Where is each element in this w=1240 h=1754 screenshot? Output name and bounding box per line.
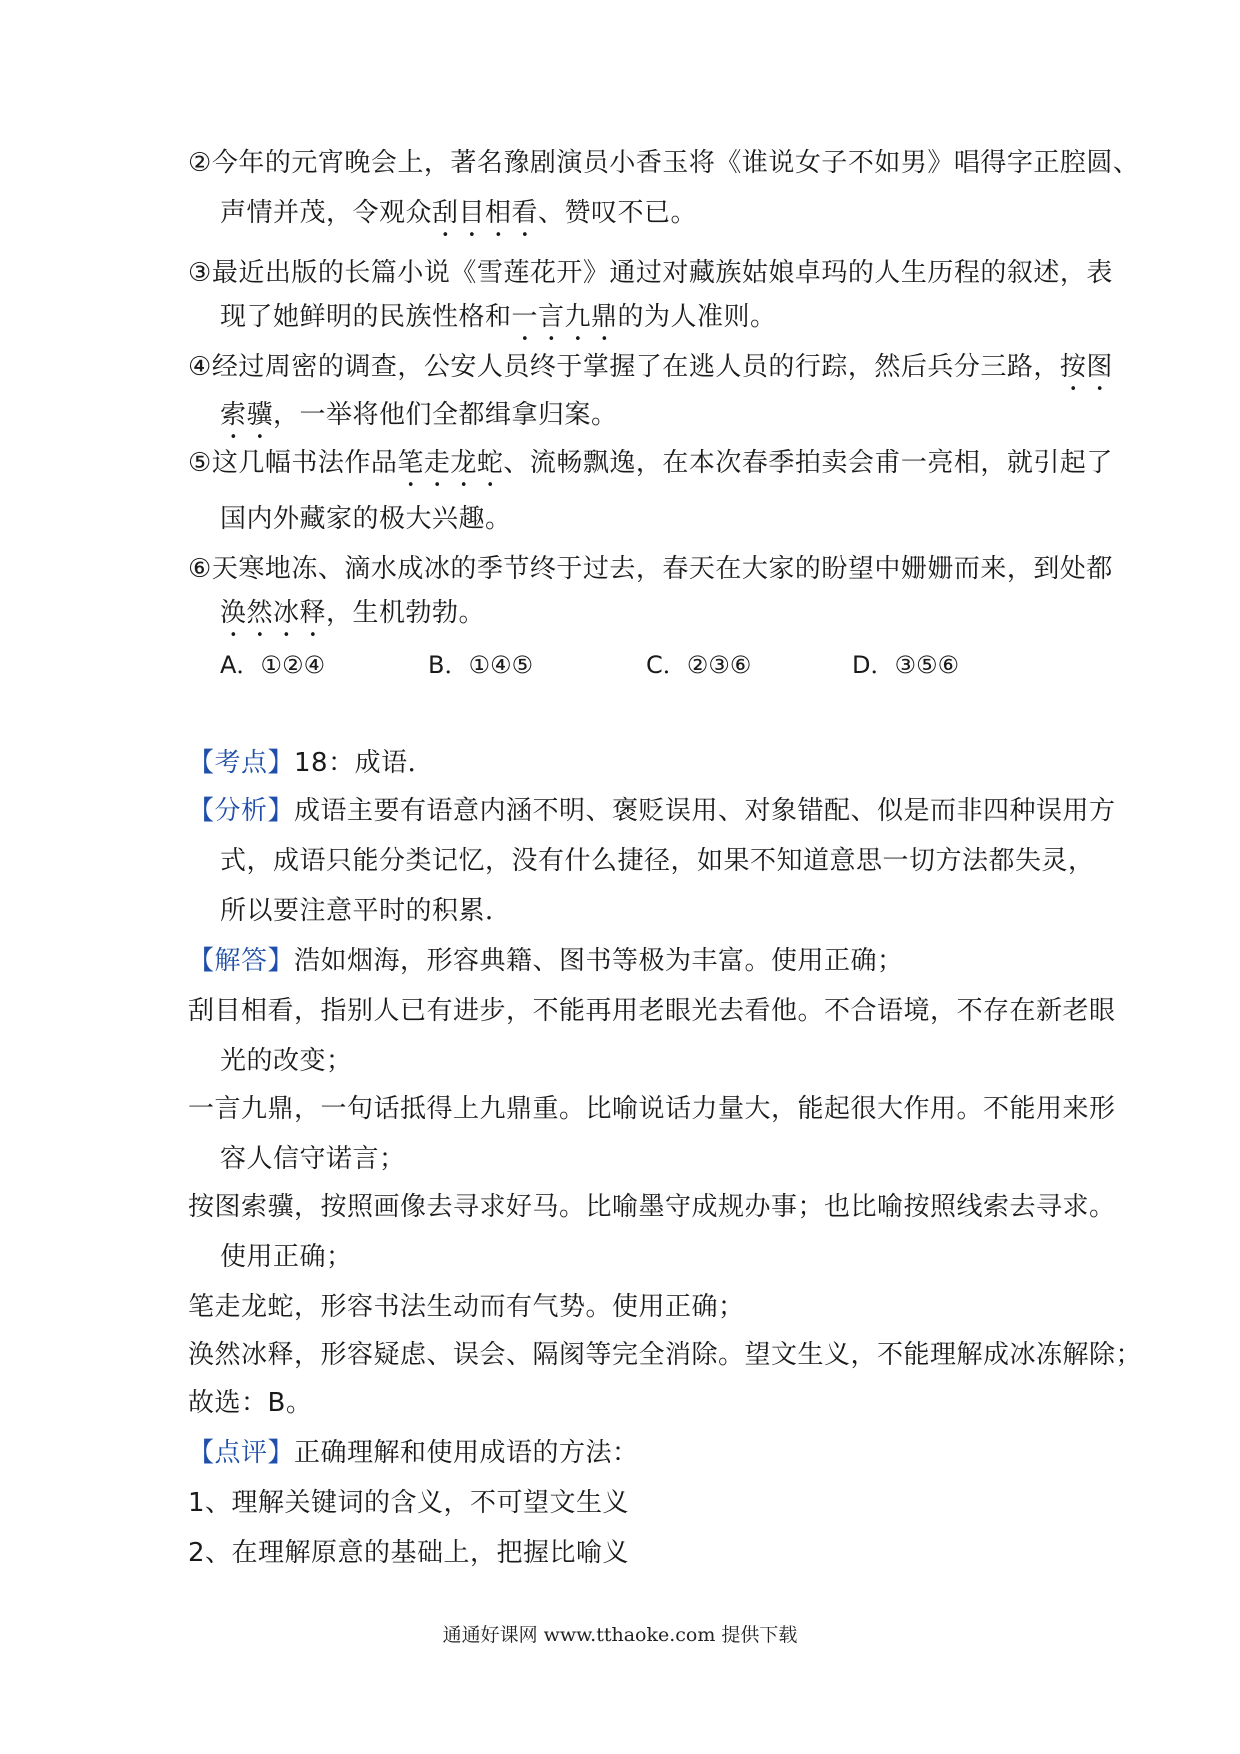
- item-2-text-2: 声情并茂，令观众: [220, 198, 433, 228]
- item-6-text: 天寒地冻、滴水成冰的季节终于过去，春天在大家的盼望中姗姗而来，到处都: [211, 554, 1113, 584]
- jieda-p4-line-2: [220, 1240, 353, 1274]
- item-2-text: 今年的元宵晚会上，著名豫剧演员小香玉将《谁说女子不如男》唱得字正腔圆、: [211, 148, 1140, 178]
- option-b-letter: B．: [428, 651, 469, 679]
- option-a-letter: A．: [220, 651, 261, 679]
- fenxi-text-3: 所以要注意平时的积累．: [220, 896, 512, 926]
- jieda-p4-text-2: 使用正确；: [220, 1242, 353, 1272]
- item-5-line-1: [188, 446, 1113, 493]
- fenxi-line-2: [220, 844, 1095, 878]
- item-6-number: ⑥: [188, 554, 212, 584]
- jieda-line-1: [188, 944, 904, 978]
- item-5-text: 这几幅书法作品: [211, 448, 398, 478]
- jieda-p6: [188, 1338, 1142, 1372]
- item-4-text: 经过周密的调查，公安人员终于掌握了在逃人员的行踪，然后兵分三路，: [211, 352, 1060, 382]
- item-4-line-2: [220, 398, 618, 445]
- jieda-p2-line-1: [188, 994, 1116, 1028]
- dianping-text: 正确理解和使用成语的方法：: [294, 1438, 639, 1468]
- option-a: [220, 648, 325, 682]
- jieda-text-1: 浩如烟海，形容典籍、图书等极为丰富。使用正确；: [294, 946, 904, 976]
- kaodian-section: [188, 746, 434, 780]
- idiom-yiyanjiuding: 一言九鼎: [511, 302, 618, 332]
- fenxi-tag: 【分析】: [188, 796, 295, 826]
- item-5-line-2: [220, 502, 512, 536]
- jieda-p2-text-1: 刮目相看，指别人已有进步，不能再用老眼光去看他。不合语境，不存在新老眼: [188, 996, 1116, 1026]
- jieda-p4-line-1: [188, 1190, 1116, 1224]
- item-2-text-3: 、赞叹不已。: [538, 198, 698, 228]
- jieda-p3-text-2: 容人信守诺言；: [220, 1144, 406, 1174]
- jieda-p4-text-1: 按图索骥，按照画像去寻求好马。比喻墨守成规办事；也比喻按照线索去寻求。: [188, 1192, 1116, 1222]
- jieda-p2-text-2: 光的改变；: [220, 1046, 353, 1076]
- kaodian-text: 18：成语．: [294, 748, 435, 778]
- fenxi-text-2: 式，成语只能分类记忆，没有什么捷径，如果不知道意思一切方法都失灵，: [220, 846, 1095, 876]
- item-3-text-3: 的为人准则。: [617, 302, 777, 332]
- idiom-antusuoji-part1: 按图: [1059, 352, 1113, 382]
- dianping-item-2-text: 2、在理解原意的基础上，把握比喻义: [188, 1538, 630, 1568]
- dianping-line: [188, 1436, 639, 1470]
- dianping-item-2: [188, 1536, 629, 1570]
- option-b-value: ①④⑤: [468, 651, 534, 679]
- fenxi-text-1: 成语主要有语意内涵不明、褒贬误用、对象错配、似是而非四种误用方: [294, 796, 1116, 826]
- option-c-letter: C．: [646, 651, 687, 679]
- item-4-text-2: ，一举将他们全都缉拿归案。: [273, 400, 618, 430]
- item-6-line-2: [220, 596, 485, 643]
- item-4-line-1: [188, 350, 1113, 397]
- fenxi-line-1: [188, 794, 1116, 828]
- jieda-answer-text: 故选：B。: [188, 1388, 313, 1418]
- option-d-value: ③⑤⑥: [894, 651, 960, 679]
- option-a-value: ①②④: [260, 651, 325, 679]
- item-5-text-3: 国内外藏家的极大兴趣。: [220, 504, 512, 534]
- idiom-bizoulongshe: 笔走龙蛇: [397, 448, 504, 478]
- jieda-p6-text: 涣然冰释，形容疑虑、误会、隔阂等完全消除。望文生义，不能理解成冰冻解除；: [188, 1340, 1143, 1370]
- jieda-p5-text: 笔走龙蛇，形容书法生动而有气势。使用正确；: [188, 1292, 745, 1322]
- jieda-answer: [188, 1386, 312, 1420]
- item-3-line-1: [188, 256, 1113, 290]
- jieda-p3-text-1: 一言九鼎，一句话抵得上九鼎重。比喻说话力量大，能起很大作用。不能用来形: [188, 1094, 1116, 1124]
- item-6-text-2: ，生机勃勃。: [326, 598, 486, 628]
- item-5-text-2: 、流畅飘逸，在本次春季拍卖会甫一亮相，就引起了: [503, 448, 1113, 478]
- dianping-tag: 【点评】: [188, 1438, 295, 1468]
- item-3-number: ③: [188, 258, 212, 288]
- item-4-number: ④: [188, 352, 212, 382]
- idiom-antusuoji-part2: 索骥: [220, 400, 274, 430]
- jieda-p2-line-2: [220, 1044, 353, 1078]
- item-3-text-2: 现了她鲜明的民族性格和: [220, 302, 512, 332]
- item-3-line-2: [220, 300, 777, 347]
- page-footer: 通通好课网 www.tthaoke.com 提供下载: [442, 1624, 798, 1646]
- item-5-number: ⑤: [188, 448, 212, 478]
- option-d-letter: D．: [852, 651, 895, 679]
- option-c-value: ②③⑥: [686, 651, 752, 679]
- option-b: [428, 648, 533, 682]
- jieda-p3-line-2: [220, 1142, 406, 1176]
- item-2-line-1: [188, 146, 1139, 180]
- option-c: [646, 648, 751, 682]
- idiom-huanranbingshi: 涣然冰释: [220, 598, 327, 628]
- jieda-p3-line-1: [188, 1092, 1116, 1126]
- jieda-tag: 【解答】: [188, 946, 295, 976]
- option-d: [852, 648, 959, 682]
- item-3-text: 最近出版的长篇小说《雪莲花开》通过对藏族姑娘卓玛的人生历程的叙述，表: [211, 258, 1113, 288]
- dianping-item-1: [188, 1486, 629, 1520]
- jieda-p5: [188, 1290, 745, 1324]
- idiom-guamuxiangkan: 刮目相看: [432, 198, 539, 228]
- item-6-line-1: [188, 552, 1113, 586]
- kaodian-tag: 【考点】: [188, 748, 295, 778]
- dianping-item-1-text: 1、理解关键词的含义，不可望文生义: [188, 1488, 630, 1518]
- item-2-number: ②: [188, 148, 212, 178]
- fenxi-line-3: [220, 894, 512, 928]
- item-2-line-2: [220, 196, 697, 243]
